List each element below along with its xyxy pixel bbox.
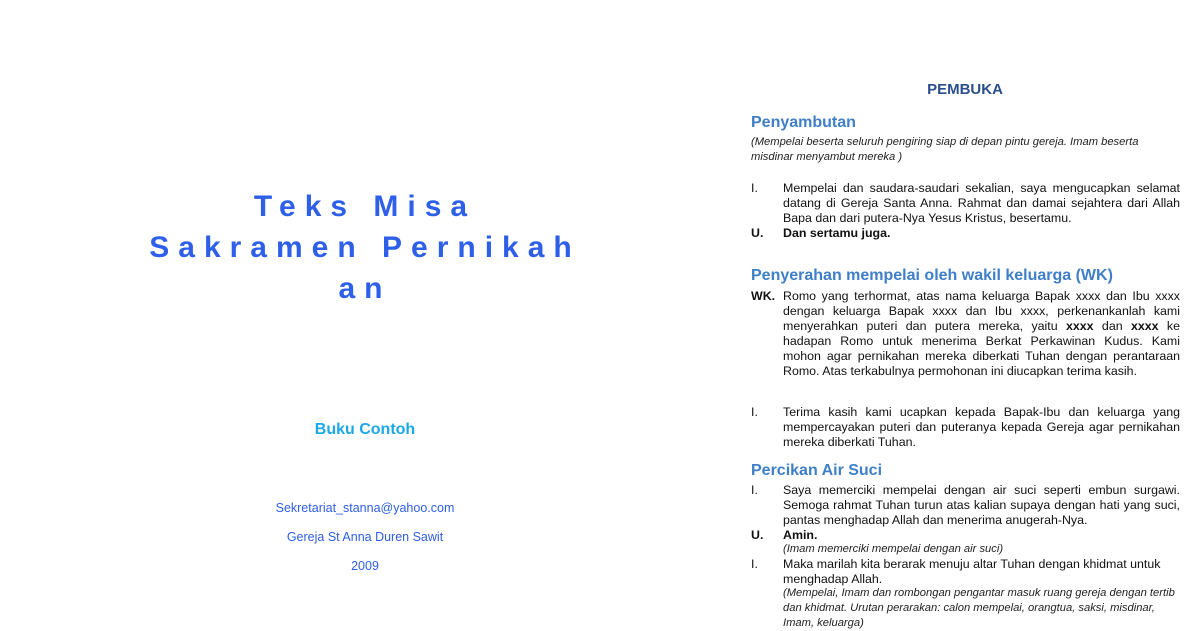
dialog-text: Amin. [783, 528, 818, 542]
speaker-marker: U. [751, 226, 764, 240]
dialog-text: Mempelai dan saudara-saudari sekalian, saya mengucapkan selamat datang di Gereja Santa Anna. Rahmat dan damai sejahtera dari Allah Bapa dan dari putera-Nya Yesus Kristus, besertamu. [783, 181, 1180, 225]
speaker-marker: WK. [751, 289, 776, 303]
dialog-text: Dan sertamu juga. [783, 226, 891, 240]
section-title-penyambutan: Penyambutan [751, 114, 856, 131]
dialog-text: Maka marilah kita berarak menuju altar Tuhan dengan khidmat untuk menghadap Allah. [783, 557, 1161, 586]
rubric: (Imam memerciki mempelai dengan air suci) [783, 543, 1004, 555]
speaker-marker: U. [751, 528, 764, 542]
section-title-penyerahan: Penyerahan mempelai oleh wakil keluarga (WK) [751, 267, 1113, 284]
dialog-text: Saya memerciki mempelai dengan air suci seperti embun surgawi. Semoga rahmat Tuhan turun atas kalian supaya dengan hati yang suci, pantas menghadap Allah dan menerima anugerah-Nya. [783, 483, 1180, 527]
content-page [730, 0, 1200, 630]
rubric: (Mempelai, Imam dan rombongan pengantar masuk ruang gereja dengan tertib dan khidmat. Urutan perarakan: calon mempelai, orangtua, saksi, misdinar, Imam, keluarga) [783, 587, 1175, 629]
cover-title-line-3: an [338, 272, 392, 305]
rubric: (Mempelai beserta seluruh pengiring siap di depan pintu gereja. Imam beserta misdinar menyambut mereka ) [751, 136, 1139, 163]
cover-title-line-2: Sakramen Pernikah [149, 231, 581, 264]
cover-email: Sekretariat_stanna@yahoo.com [275, 501, 455, 515]
section-heading: PEMBUKA [927, 81, 1003, 98]
dialog-text: Romo yang terhormat, atas nama keluarga Bapak xxxx dan Ibu xxxx dengan keluarga Bapak xxxx dan Ibu xxxx, perkenankanlah kami menyerahkan puteri dan putera mereka, yaitu xxxx dan xxxx ke hadapan Romo untuk menerima Berkat Perkawinan Kudus. Kami mohon agar pernikahan mereka diberkati Tuhan dengan perantaraan Romo. Atas terkabulnya permohonan ini diucapkan terima kasih. [783, 289, 1180, 378]
cover-year: 2009 [351, 559, 379, 573]
speaker-marker: I. [751, 483, 758, 497]
dialog-text: Terima kasih kami ucapkan kepada Bapak-Ibu dan keluarga yang mempercayakan puteri dan puteranya kepada Gereja agar pernikahan mereka diberkati Tuhan. [783, 405, 1180, 449]
cover-subtitle: Buku Contoh [314, 421, 416, 438]
section-title-percikan: Percikan Air Suci [751, 462, 883, 479]
speaker-marker: I. [751, 181, 758, 195]
speaker-marker: I. [751, 405, 758, 419]
cover-title-line-1: Teks Misa [253, 190, 477, 223]
speaker-marker: I. [751, 557, 758, 571]
cover-church: Gereja St Anna Duren Sawit [286, 530, 444, 544]
